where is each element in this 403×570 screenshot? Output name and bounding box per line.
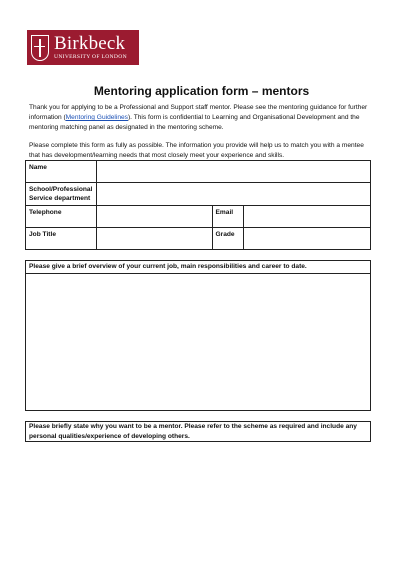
telephone-field[interactable] xyxy=(96,206,212,228)
job-overview-question: Please give a brief overview of your current job, main responsibilities and career to date. xyxy=(26,261,370,274)
instructions-paragraph: Please complete this form as fully as possible. The information you provide will help us to match you with a mentee that has development/learning needs that most closely meet your experience and skills. xyxy=(29,142,364,159)
job-title-field[interactable] xyxy=(96,228,212,250)
table-row xyxy=(26,228,371,250)
email-field[interactable] xyxy=(244,206,371,228)
page-title: Mentoring application form – mentors xyxy=(93,84,310,98)
intro-text-before-link: Thank you for applying to be a Professional and Support staff mentor. Please see the mentoring guidance for further information ( xyxy=(29,104,368,121)
grade-label: Grade xyxy=(212,228,244,250)
birkbeck-logo xyxy=(27,30,139,65)
why-mentor-question: Please briefly state why you want to be a mentor. Please refer to the scheme as required and include any personal qualities/experience of developing others. xyxy=(29,423,357,440)
department-field[interactable] xyxy=(96,183,370,206)
job-title-label: Job Title xyxy=(26,228,97,250)
email-label: Email xyxy=(212,206,244,228)
logo-name: Birkbeck xyxy=(54,33,126,55)
mentoring-guidelines-link[interactable]: Mentoring Guidelines xyxy=(65,114,128,121)
telephone-label: Telephone xyxy=(26,206,97,228)
name-field[interactable] xyxy=(96,161,370,183)
crest-icon xyxy=(31,35,49,61)
job-overview-answer-area[interactable] xyxy=(26,274,370,410)
logo-text xyxy=(54,34,127,61)
grade-field[interactable] xyxy=(244,228,371,250)
name-label: Name xyxy=(26,161,97,183)
job-overview-box xyxy=(25,260,371,411)
table-row xyxy=(26,183,371,206)
table-row xyxy=(26,206,371,228)
why-mentor-box xyxy=(25,421,371,442)
applicant-details-table xyxy=(25,160,371,250)
intro-paragraph xyxy=(29,103,374,133)
intro-text-after-link: ). This form is confidential to Learning and Organisational Development and the mentoring matching panel as designated in the mentoring scheme. xyxy=(29,114,360,131)
department-label: School/Professional Service department xyxy=(26,183,97,206)
logo-subtitle: UNIVERSITY OF LONDON xyxy=(54,54,127,61)
table-row xyxy=(26,161,371,183)
